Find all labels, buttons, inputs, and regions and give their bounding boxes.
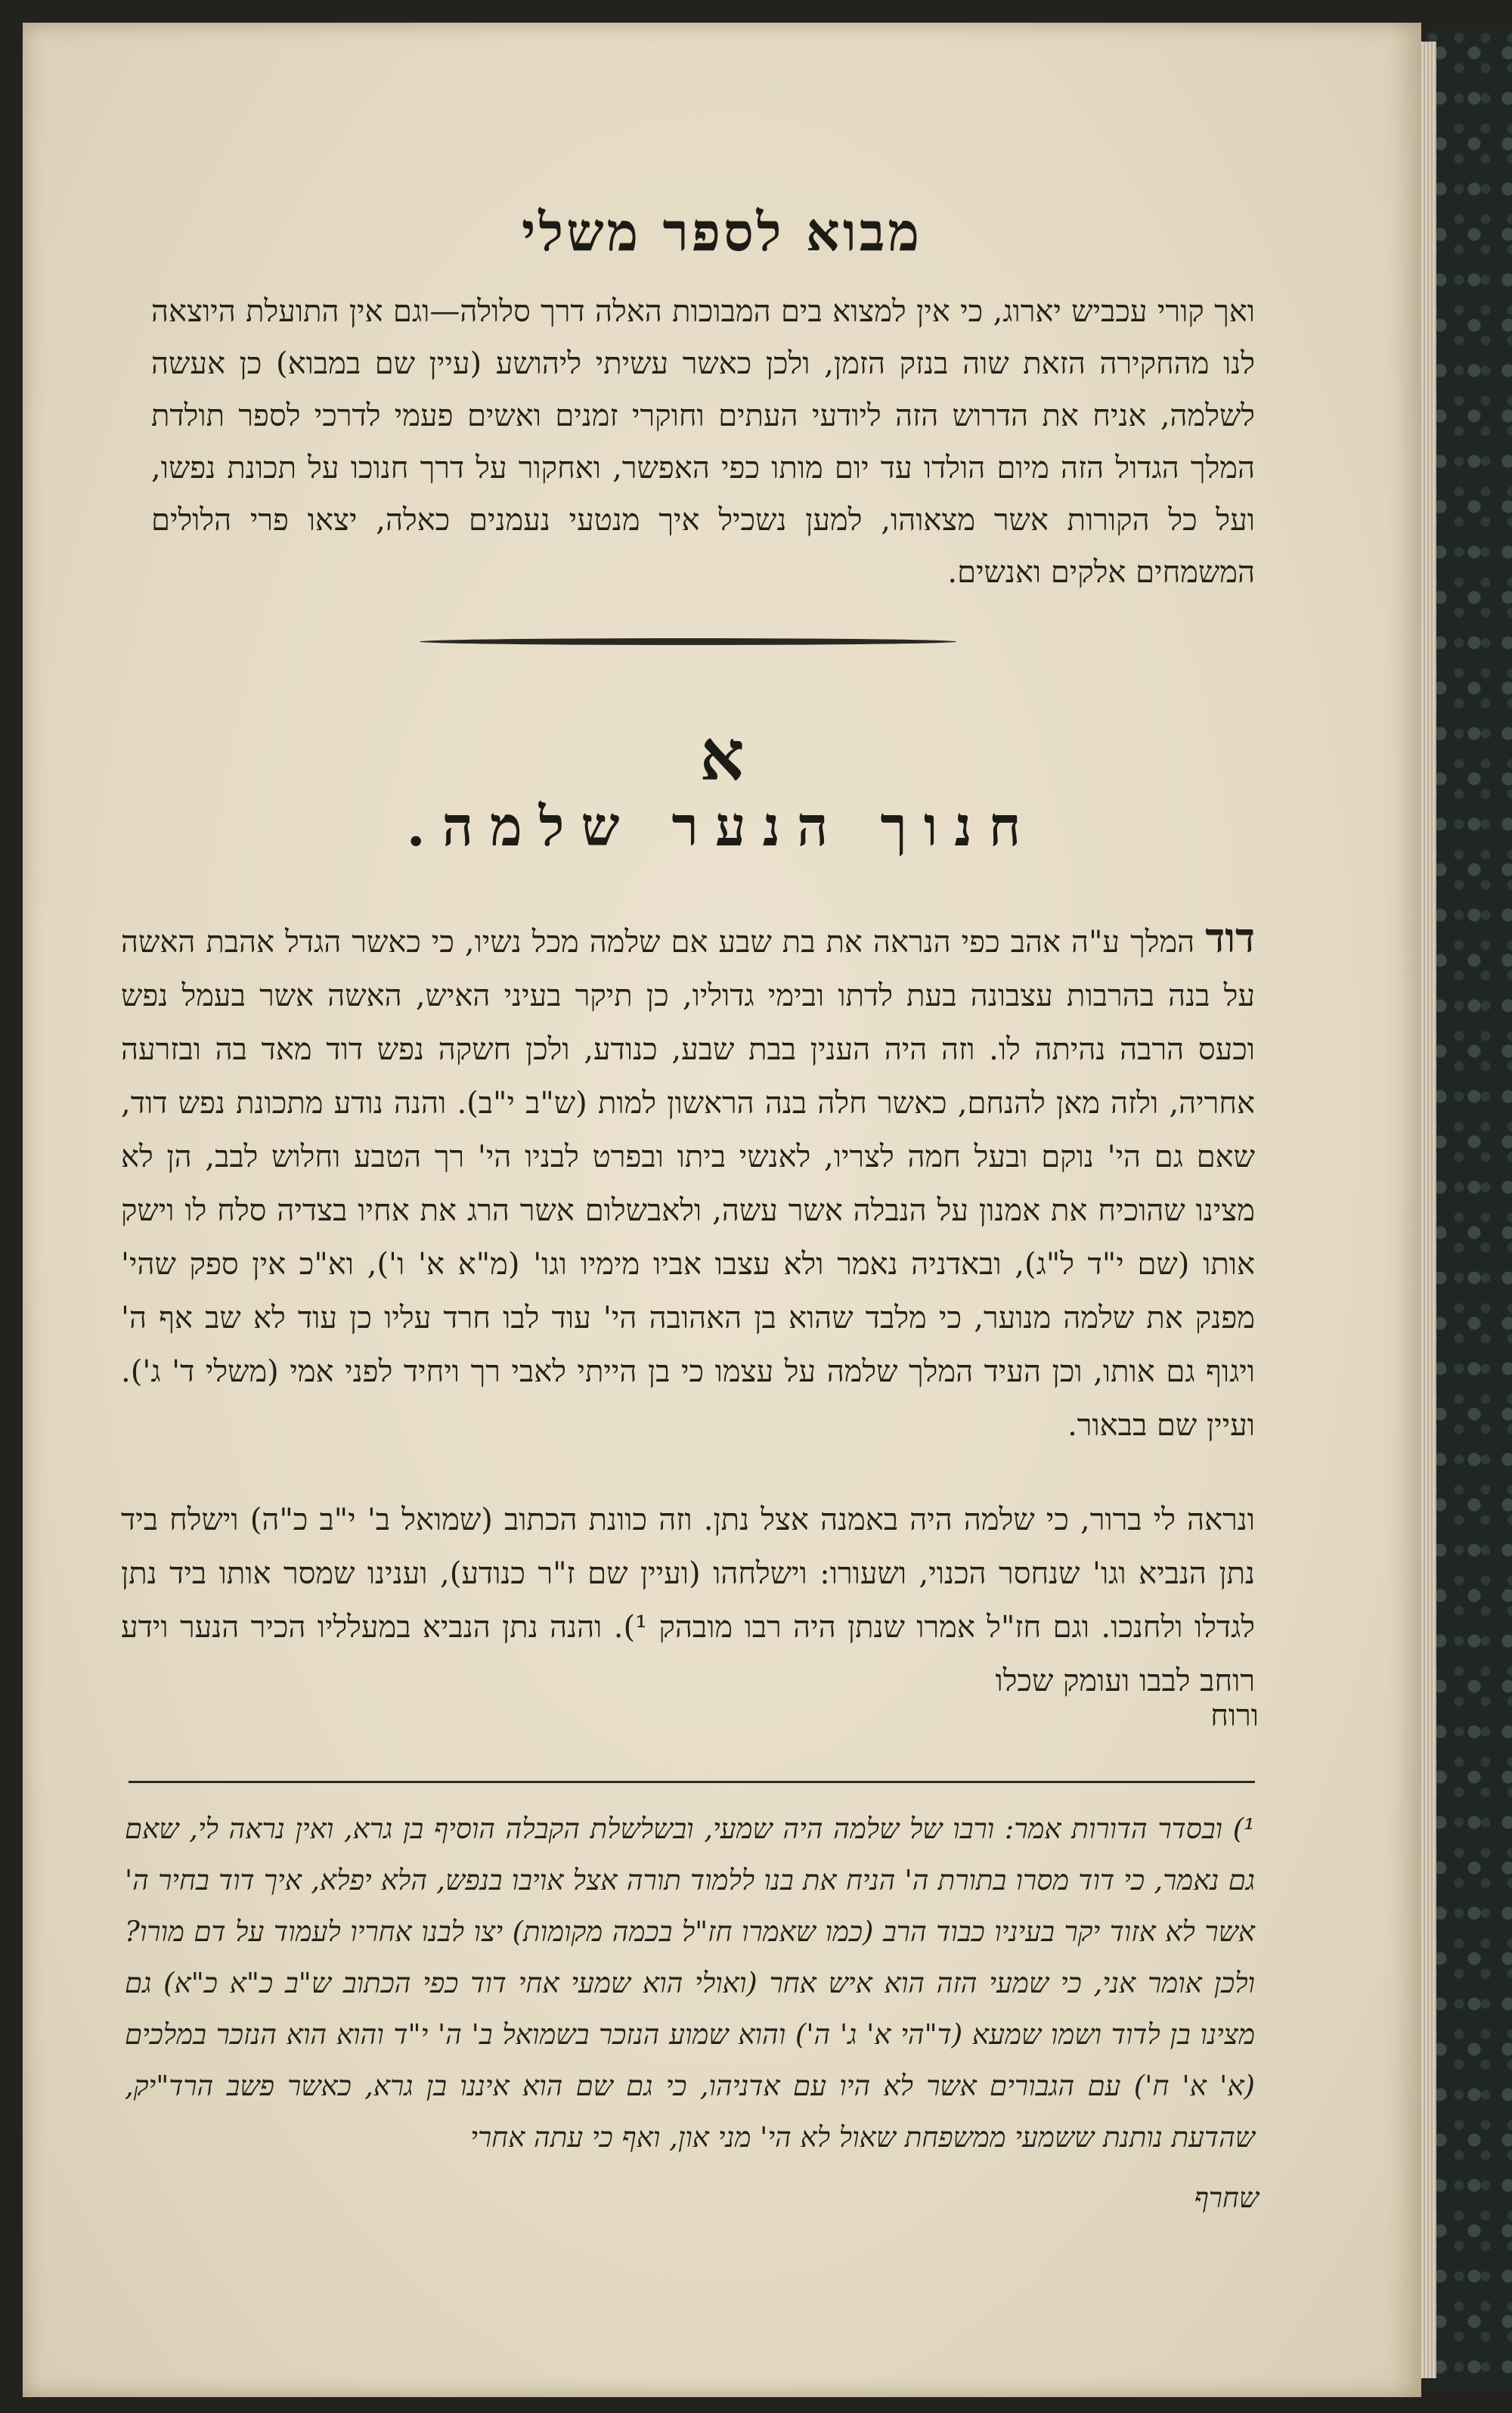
paragraph-1-text: המלך ע"ה אהב כפי הנראה את בת שבע אם שלמה מכל נשיו, כי כאשר הגדל אהבת האשה על בנה בהרבות עצבונה בעת לדתו ובימי גדוליו, כן תיקר בעיני האיש, האשה אשר בעמל נפש וכעס הרבה נהיתה לו. וזה היה הענין בבת שבע, כנודע, ולכן חשקה נפש דוד מאד בה ובזרעה אחריה, ולזה מאן להנחם, כאשר חלה בנה הראשון למות (ש"ב י"ב). והנה נודע מתכונת נפש דוד, שאם גם הי' נוקם ובעל חמה לצריו, לאנשי ביתו ובפרט לבניו הי' רך הטבע וחלוש לבב, הן לא מצינו שהוכיח את אמנון על הנבלה אשר עשה, ולאבשלום אשר הרג את אחיו בצדיה סלח לו וישק אותו (שם י"ד ל"ג), ובאדניה נאמר ולא עצבו אביו מימיו וגו' (מ"א א' ו'), וא"כ אין ספק שהי' מפנק את שלמה מנוער, כי מלבד שהוא בן האהובה הי' עוד לבו חרד עליו כן עוד לא שב אף ה' ויגוף גם אותו, וכן העיד המלך שלמה על עצמו כי בן הייתי לאבי רך ויחיד לפני אמי (משלי ד' ג'). ועיין שם בבאור.: [121, 925, 1256, 1443]
body-paragraph-1: [121, 911, 1255, 1453]
chapter-number: א: [699, 715, 745, 796]
marbled-cover: [1425, 30, 1512, 2390]
footnote-catchword: שחרף: [1194, 2182, 1259, 2214]
page: [23, 23, 1421, 2397]
section-divider: [420, 638, 956, 645]
intro-paragraph: ואך קורי עכביש יארוג, כי אין למצוא בים המבוכות האלה דרך סלולה—וגם אין התועלת היוצאה לנו מהחקירה הזאת שוה בנזק הזמן, ולכן כאשר עשיתי ליהושע (עיין שם במבוא) כן אעשה לשלמה, אניח את הדרוש הזה ליודעי העתים וחוקרי זמנים ואשים פעמי לדרכי לספר תולדת המלך הגדול הזה מיום הולדו עד יום מותו כפי האפשר, ואחקור על דרך חנוכו על תכונת נפשו, ועל כל הקורות אשר מצאוהו, למען נשכיל איך מנטעי נעמנים כאלה, יצאו פרי הלולים המשמחים אלקים ואנשים.: [151, 294, 1256, 590]
opening-word: דוד: [1205, 913, 1255, 962]
catchword: ורוח: [1210, 1698, 1259, 1733]
footnote: ¹) ובסדר הדורות אמר: ורבו של שלמה היה שמעי, ובשלשלת הקבלה הוסיף בן גרא, ואין נראה לי, שאם גם נאמר, כי דוד מסרו בתורת ה' הניח את בנו ללמוד תורה אצל אויבו בנפש, הלא יפלא, איך דוד בחיר ה' אשר לא אזוד יקר בעיניו כבוד הרב (כמו שאמרו חז"ל בכמה מקומות) יצו לבנו אחריו לעמוד על דם מורו? ולכן אומר אני, כי שמעי הזה הוא איש אחר (ואולי הוא שמעי אחי דוד כפי הכתוב ש"ב כ"א כ"א) גם מצינו בן לדוד ושמו שמעא (ד"הי א' ג' ה') והוא שמוע הנזכר בשמואל ב' ה' י"ד והוא הוא הנזכר במלכים (א' א' ח') עם הגבורים אשר לא היו עם אדניהו, כי גם שם הוא איננו בן גרא, כאשר פשב הרד"יק, שהדעת נותנת ששמעי ממשפחת שאול לא הי' מני און, ואף כי עתה אחרי: [125, 1813, 1255, 2154]
chapter-title: חנוך הנער שלמה.: [406, 794, 1038, 858]
page-title: מבוא לספר משלי: [521, 200, 922, 263]
footnote-divider: [129, 1781, 1255, 1783]
body-paragraph-2: ונראה לי ברור, כי שלמה היה באמנה אצל נתן. וזה כוונת הכתוב (שמואל ב' י"ב כ"ה) וישלח ביד נתן הנביא וגו' שנחסר הכנוי, ושעורו: וישלחהו (ועיין שם ז"ר כנודע), וענינו שמסר אותו ביד נתן לגדלו ולחנכו. וגם חז"ל אמרו שנתן היה רבו מובהק ¹). והנה נתן הנביא במעלליו הכיר הנער וידע רוחב לבבו ועומק שכלו: [121, 1503, 1256, 1698]
